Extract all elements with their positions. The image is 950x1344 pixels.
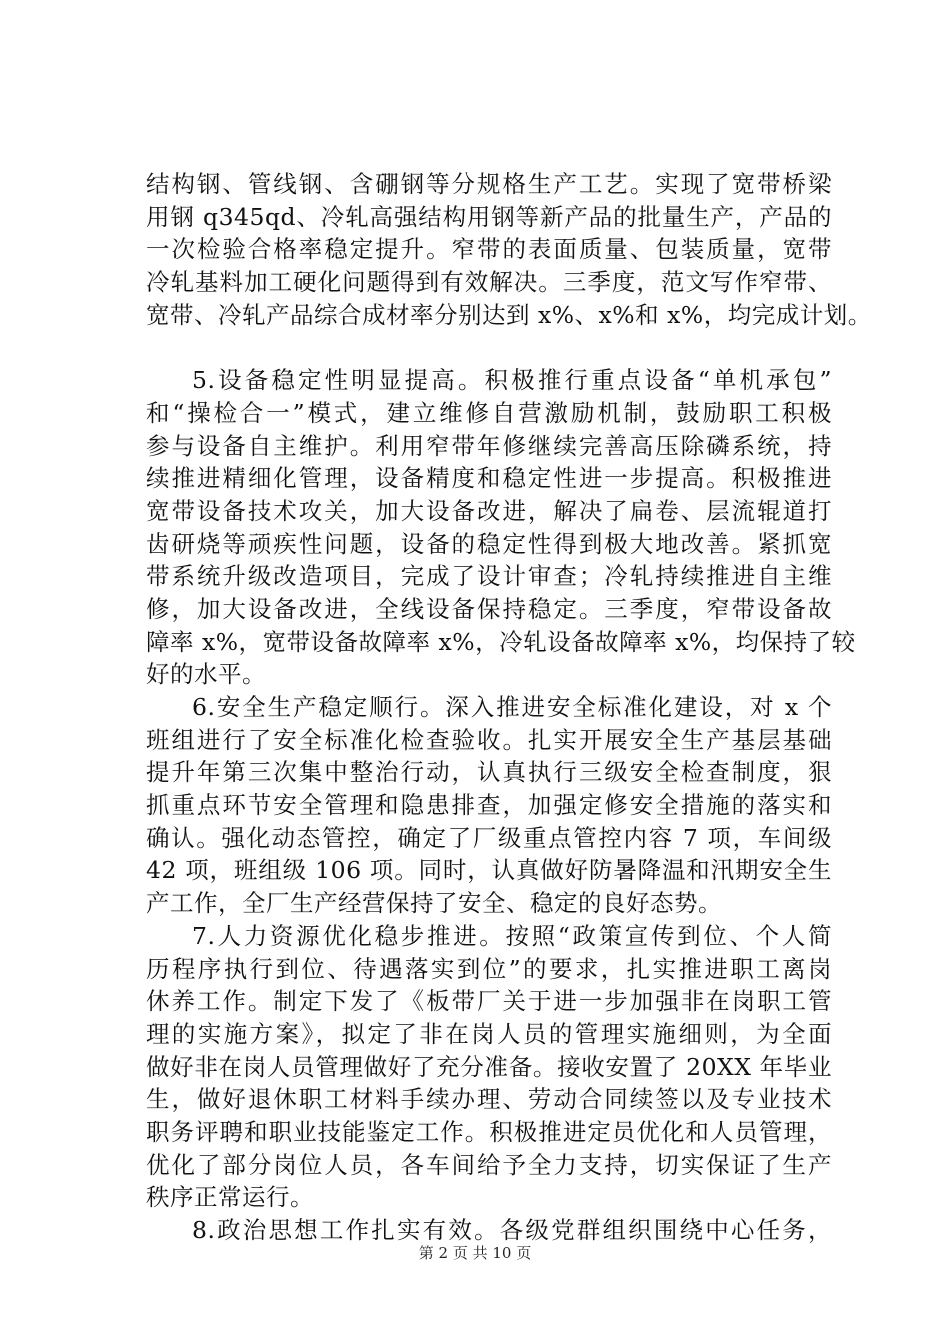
paragraph-first-line: 7.人力资源优化稳步推进。按照“政策宣传到位、个人简 xyxy=(192,921,832,950)
text-line: 班组进行了安全标准化检查验收。扎实开展安全生产基层基础 xyxy=(146,725,832,754)
text-line: 冷轧基料加工硬化问题得到有效解决。三季度，范文写作窄带、 xyxy=(146,268,832,297)
paragraph-gap xyxy=(146,331,832,364)
body-text xyxy=(146,168,872,1247)
paragraph-first-line: 6.安全生产稳定顺行。深入推进安全标准化建设，对 x 个 xyxy=(192,693,832,721)
text-line: 宽带、冷轧产品综合成材率分别达到 x%、x%和 x%，均完成计划。 xyxy=(146,300,872,329)
text-line: 用钢 q345qd、冷轧高强结构用钢等新产品的批量生产，产品的 xyxy=(146,202,832,231)
text-line: 好的水平。 xyxy=(146,660,266,689)
paragraph-first-line: 5.设备稳定性明显提高。积极推行重点设备“单机承包” xyxy=(192,366,832,395)
text-line: 和“操检合一”模式，建立维修自营激励机制，鼓励职工积极 xyxy=(146,398,832,427)
text-line: 理的实施方案》，拟定了非在岗人员的管理实施细则，为全面 xyxy=(146,1019,832,1048)
text-line: 结构钢、管线钢、含硼钢等分规格生产工艺。实现了宽带桥梁 xyxy=(146,170,832,198)
text-line: 42 项，班组级 106 项。同时，认真做好防暑降温和汛期安全生 xyxy=(146,856,832,885)
text-line: 提升年第三次集中整治行动，认真执行三级安全检查制度，狠 xyxy=(146,758,832,787)
text-line: 修，加大设备改进，全线设备保持稳定。三季度，窄带设备故 xyxy=(146,594,832,623)
text-line: 确认。强化动态管控，确定了厂级重点管控内容 7 项，车间级 xyxy=(146,823,832,852)
text-line: 职务评聘和职业技能鉴定工作。积极推进定员优化和人员管理， xyxy=(146,1117,832,1146)
text-line: 做好非在岗人员管理做好了充分准备。接收安置了 20XX 年毕业 xyxy=(146,1052,832,1081)
text-line: 带系统升级改造项目，完成了设计审查；冷轧持续推进自主维 xyxy=(146,562,832,591)
page-footer xyxy=(0,1243,950,1263)
text-line: 休养工作。制定下发了《板带厂关于进一步加强非在岗职工管 xyxy=(146,987,832,1016)
text-line: 历程序执行到位、待遇落实到位”的要求，扎实推进职工离岗 xyxy=(146,954,832,983)
text-line: 秩序正常运行。 xyxy=(146,1183,314,1212)
text-line: 一次检验合格率稳定提升。窄带的表面质量、包装质量，宽带 xyxy=(146,235,832,264)
text-line: 障率 x%，宽带设备故障率 x%，冷轧设备故障率 x%，均保持了较 xyxy=(146,627,856,656)
text-line: 产工作，全厂生产经营保持了安全、稳定的良好态势。 xyxy=(146,889,722,918)
text-line: 生，做好退休职工材料手续办理、劳动合同续签以及专业技术 xyxy=(146,1085,832,1114)
text-line: 宽带设备技术攻关，加大设备改进，解决了扁卷、层流辊道打 xyxy=(146,496,832,525)
page-number-label: 第 2 页 共 10 页 xyxy=(418,1244,532,1262)
text-line: 齿研烧等顽疾性问题，设备的稳定性得到极大地改善。紧抓宽 xyxy=(146,529,832,558)
text-line: 参与设备自主维护。利用窄带年修继续完善高压除磷系统，持 xyxy=(146,431,832,460)
paragraph-first-line: 8.政治思想工作扎实有效。各级党群组织围绕中心任务， xyxy=(192,1216,832,1244)
text-line: 抓重点环节安全管理和隐患排查，加强定修安全措施的落实和 xyxy=(146,791,832,820)
text-line: 续推进精细化管理，设备精度和稳定性进一步提高。积极推进 xyxy=(146,464,832,493)
text-line: 优化了部分岗位人员，各车间给予全力支持，切实保证了生产 xyxy=(146,1150,832,1179)
